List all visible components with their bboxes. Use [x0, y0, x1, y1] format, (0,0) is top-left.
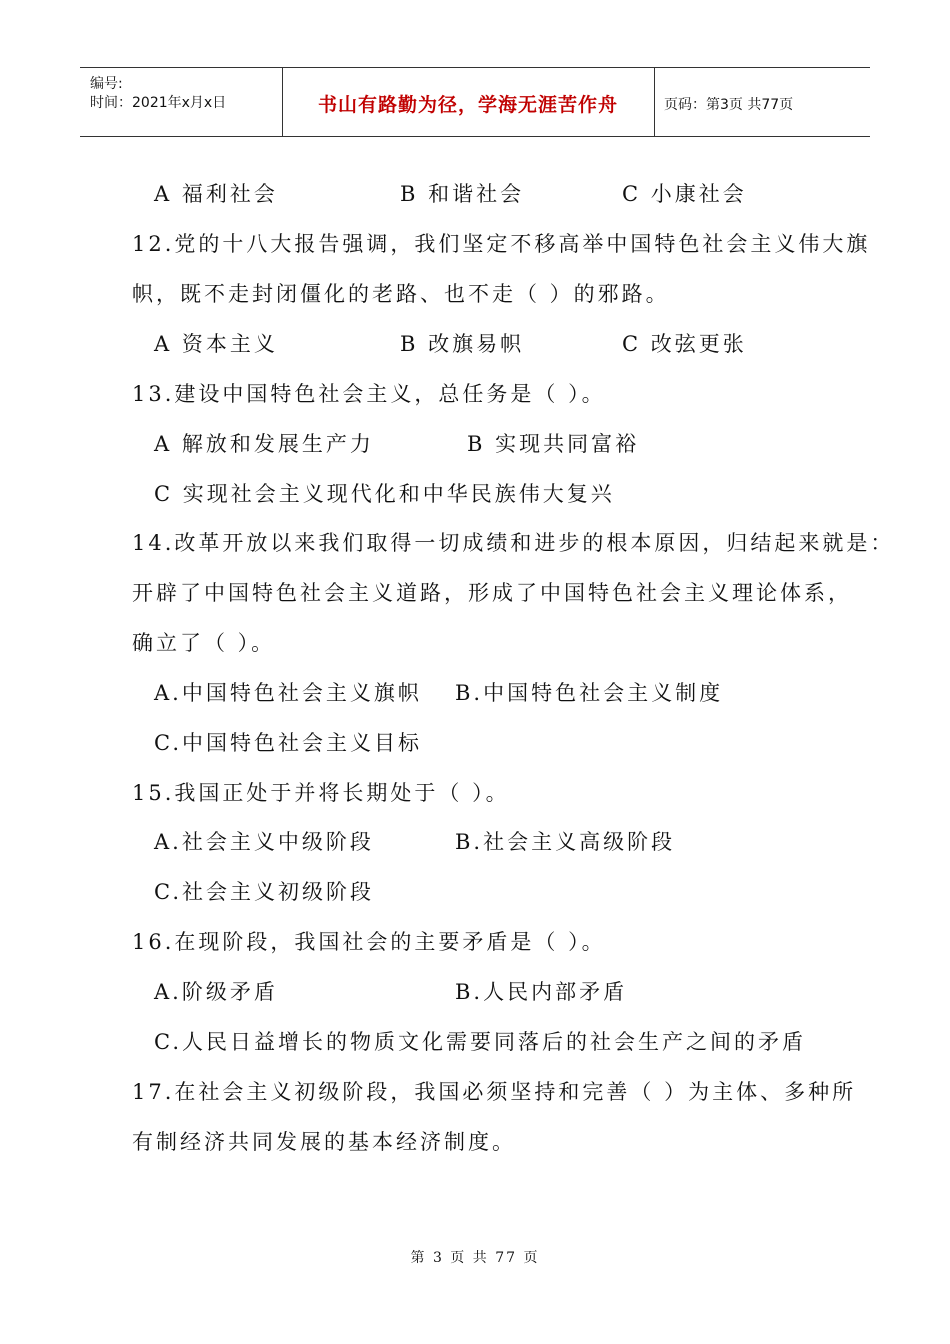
- header-meta-cell: [80, 68, 283, 136]
- time-label: 时间：2021年x月x日: [90, 95, 227, 111]
- q16-option-b: B.人民内部矛盾: [455, 980, 628, 1004]
- q14-option-a: A.中国特色社会主义旗帜: [154, 681, 422, 705]
- q14-option-c: C.中国特色社会主义目标: [154, 731, 422, 755]
- code-label: 编号:: [90, 76, 123, 92]
- q14-line-1: 14.改革开放以来我们取得一切成绩和进步的根本原因，归结起来就是：: [132, 531, 895, 555]
- q14-option-b: B.中国特色社会主义制度: [455, 681, 724, 705]
- q13-line-1: 13.建设中国特色社会主义，总任务是（ ）。: [132, 382, 606, 406]
- header-page-label: 页码：第3页 共77页: [664, 97, 794, 113]
- header-page-cell: [654, 68, 870, 136]
- q12-line-2: 帜，既不走封闭僵化的老路、也不走（ ）的邪路。: [132, 282, 670, 306]
- q14-line-3: 确立了（ ）。: [132, 631, 276, 655]
- q11-option-a: A 福利社会: [154, 182, 278, 206]
- page-header: [80, 67, 870, 137]
- q13-option-c: C 实现社会主义现代化和中华民族伟大复兴: [154, 482, 615, 506]
- q16-line-1: 16.在现阶段，我国社会的主要矛盾是（ ）。: [132, 930, 606, 954]
- q15-option-c: C.社会主义初级阶段: [154, 880, 374, 904]
- q13-option-a: A 解放和发展生产力: [154, 432, 374, 456]
- q17-line-1: 17.在社会主义初级阶段，我国必须坚持和完善（ ）为主体、多种所: [132, 1080, 857, 1104]
- motto-text: 书山有路勤为径，学海无涯苦作舟: [317, 94, 618, 116]
- header-motto-cell: [282, 68, 655, 136]
- q11-option-c: C 小康社会: [622, 182, 747, 206]
- q15-line-1: 15.我国正处于并将长期处于（ ）。: [132, 781, 510, 805]
- q14-line-2: 开辟了中国特色社会主义道路，形成了中国特色社会主义理论体系，: [132, 581, 852, 605]
- q12-option-c: C 改弦更张: [622, 332, 747, 356]
- q11-option-b: B 和谐社会: [400, 182, 525, 206]
- page-footer: 第 3 页 共 77 页: [410, 1250, 540, 1266]
- q13-option-b: B 实现共同富裕: [467, 432, 640, 456]
- q15-option-a: A.社会主义中级阶段: [154, 830, 374, 854]
- q16-option-a: A.阶级矛盾: [154, 980, 278, 1004]
- q15-option-b: B.社会主义高级阶段: [455, 830, 676, 854]
- q17-line-2: 有制经济共同发展的基本经济制度。: [132, 1130, 516, 1154]
- q12-line-1: 12.党的十八大报告强调，我们坚定不移高举中国特色社会主义伟大旗: [132, 232, 871, 256]
- q12-option-a: A 资本主义: [154, 332, 278, 356]
- q16-option-c: C.人民日益增长的物质文化需要同落后的社会生产之间的矛盾: [154, 1030, 806, 1054]
- q12-option-b: B 改旗易帜: [400, 332, 525, 356]
